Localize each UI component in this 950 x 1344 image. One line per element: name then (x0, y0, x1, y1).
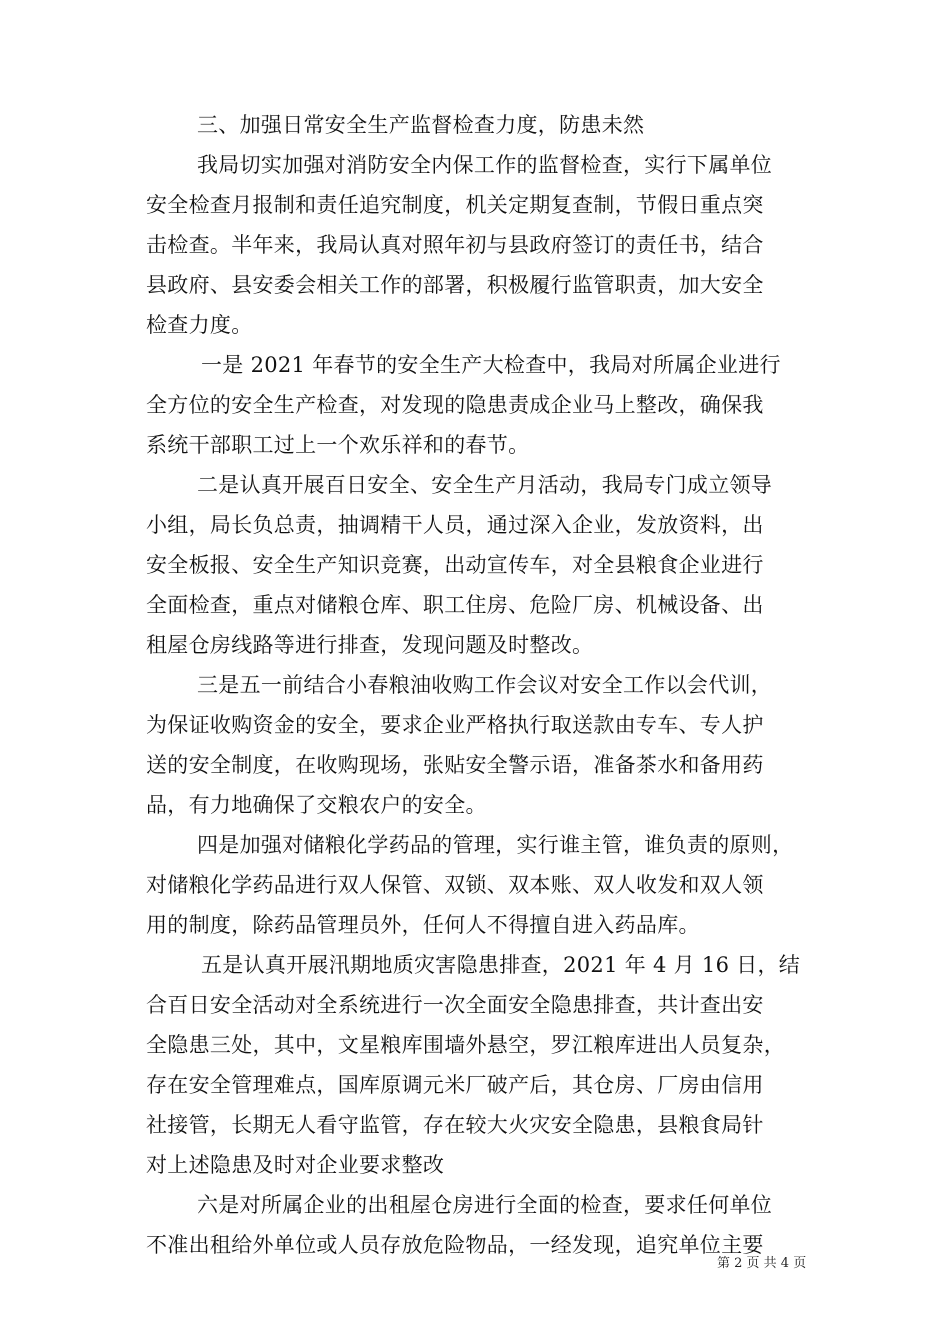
paragraph-line: 检查力度。 (146, 313, 253, 337)
paragraph-line: 系统干部职工过上一个欢乐祥和的春节。 (146, 433, 530, 457)
paragraph-line: 存在安全管理难点，国库原调元米厂破产后，其仓房、厂房由信用 (146, 1073, 764, 1097)
paragraph-line: 四是加强对储粮化学药品的管理，实行谁主管，谁负责的原则， (197, 833, 794, 857)
paragraph-line: 全方位的安全生产检查，对发现的隐患责成企业马上整改，确保我 (146, 393, 764, 417)
paragraph-line: 送的安全制度，在收购现场，张贴安全警示语，准备茶水和备用药 (146, 753, 764, 777)
paragraph-line: 为保证收购资金的安全，要求企业严格执行取送款由专车、专人护 (146, 713, 764, 737)
paragraph-line: 用的制度，除药品管理员外，任何人不得擅自进入药品库。 (146, 913, 700, 937)
paragraph-line: 五是认真开展汛期地质灾害隐患排查，2021 年 4 月 16 日，结 (201, 953, 801, 977)
paragraph-line: 一是 2021 年春节的安全生产大检查中，我局对所属企业进行 (201, 353, 781, 377)
heading-section-3: 三、加强日常安全生产监督检查力度，防患未然 (197, 113, 645, 137)
paragraph-line: 全隐患三处，其中，文星粮库围墙外悬空，罗江粮库进出人员复杂， (146, 1033, 785, 1057)
paragraph-line: 击检查。半年来，我局认真对照年初与县政府签订的责任书，结合 (146, 233, 764, 257)
paragraph-line: 对储粮化学药品进行双人保管、双锁、双本账、双人收发和双人领 (146, 873, 764, 897)
paragraph-line: 品，有力地确保了交粮农户的安全。 (146, 793, 487, 817)
paragraph-line: 安全板报、安全生产知识竞赛，出动宣传车，对全县粮食企业进行 (146, 553, 764, 577)
paragraph-line: 六是对所属企业的出租屋仓房进行全面的检查，要求任何单位 (197, 1193, 773, 1217)
paragraph-line: 安全检查月报制和责任追究制度，机关定期复查制，节假日重点突 (146, 193, 764, 217)
paragraph-line: 小组，局长负总责，抽调精干人员，通过深入企业，发放资料，出 (146, 513, 764, 537)
paragraph-line: 不准出租给外单位或人员存放危险物品，一经发现，追究单位主要 (146, 1233, 764, 1257)
paragraph-line: 租屋仓房线路等进行排查，发现问题及时整改。 (146, 633, 594, 657)
paragraph-line: 我局切实加强对消防安全内保工作的监督检查，实行下属单位 (197, 153, 773, 177)
paragraph-line: 对上述隐患及时对企业要求整改 (146, 1153, 445, 1177)
page-number-footer: 第 2 页 共 4 页 (717, 1256, 807, 1271)
paragraph-line: 二是认真开展百日安全、安全生产月活动，我局专门成立领导 (197, 473, 773, 497)
paragraph-line: 合百日安全活动对全系统进行一次全面安全隐患排查，共计查出安 (146, 993, 764, 1017)
paragraph-line: 社接管，长期无人看守监管，存在较大火灾安全隐患，县粮食局针 (146, 1113, 764, 1137)
paragraph-line: 全面检查，重点对储粮仓库、职工住房、危险厂房、机械设备、出 (146, 593, 764, 617)
paragraph-line: 县政府、县安委会相关工作的部署，积极履行监管职责，加大安全 (146, 273, 764, 297)
paragraph-line: 三是五一前结合小春粮油收购工作会议对安全工作以会代训， (197, 673, 773, 697)
